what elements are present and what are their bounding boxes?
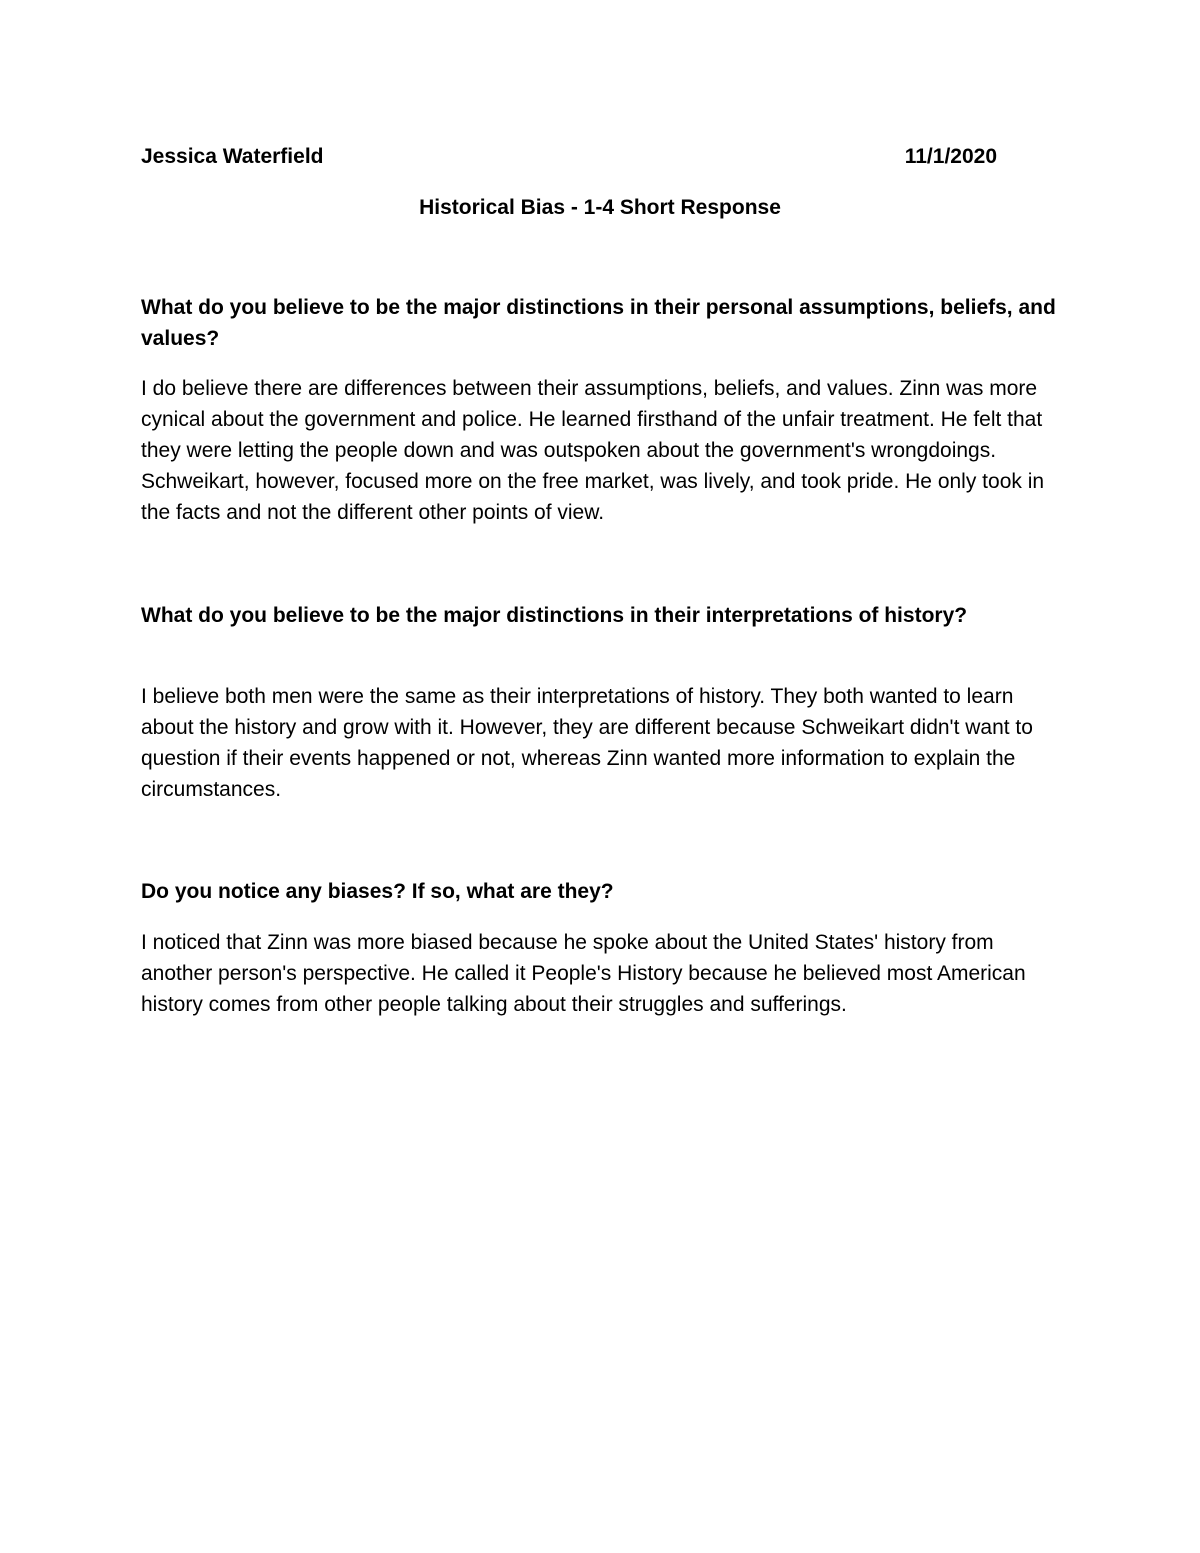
document-title: Historical Bias - 1-4 Short Response [419,196,781,219]
document-date: 11/1/2020 [904,145,997,168]
question-3: Do you notice any biases? If so, what are they? [141,880,614,903]
question-2: What do you believe to be the major distinctions in their interpretations of history? [141,604,968,627]
author-name: Jessica Waterfield [141,145,324,168]
answer-1: I do believe there are differences between their assumptions, beliefs, and values. Zinn was more cynical about the government and police. He learned firsthand of the unfair treatment. He felt that they were letting the people down and was outspoken about the government's wrongdoings. Schweikart, however, focused more on the free market, was lively, and took pride. He only took in the facts and not the different other points of view. [141,377,1045,524]
answer-2: I believe both men were the same as their interpretations of history. They both wanted to learn about the history and grow with it. However, they are different because Schweikart didn't want to question if their events happened or not, whereas Zinn wanted more information to explain the circumstances. [141,685,1033,801]
document-header [141,141,997,173]
answer-3: I noticed that Zinn was more biased because he spoke about the United States' history from another person's perspective. He called it People's History because he believed most American history comes from other people talking about their struggles and sufferings. [141,931,1026,1016]
question-1: What do you believe to be the major distinctions in their personal assumptions, beliefs, and values? [141,296,1056,350]
